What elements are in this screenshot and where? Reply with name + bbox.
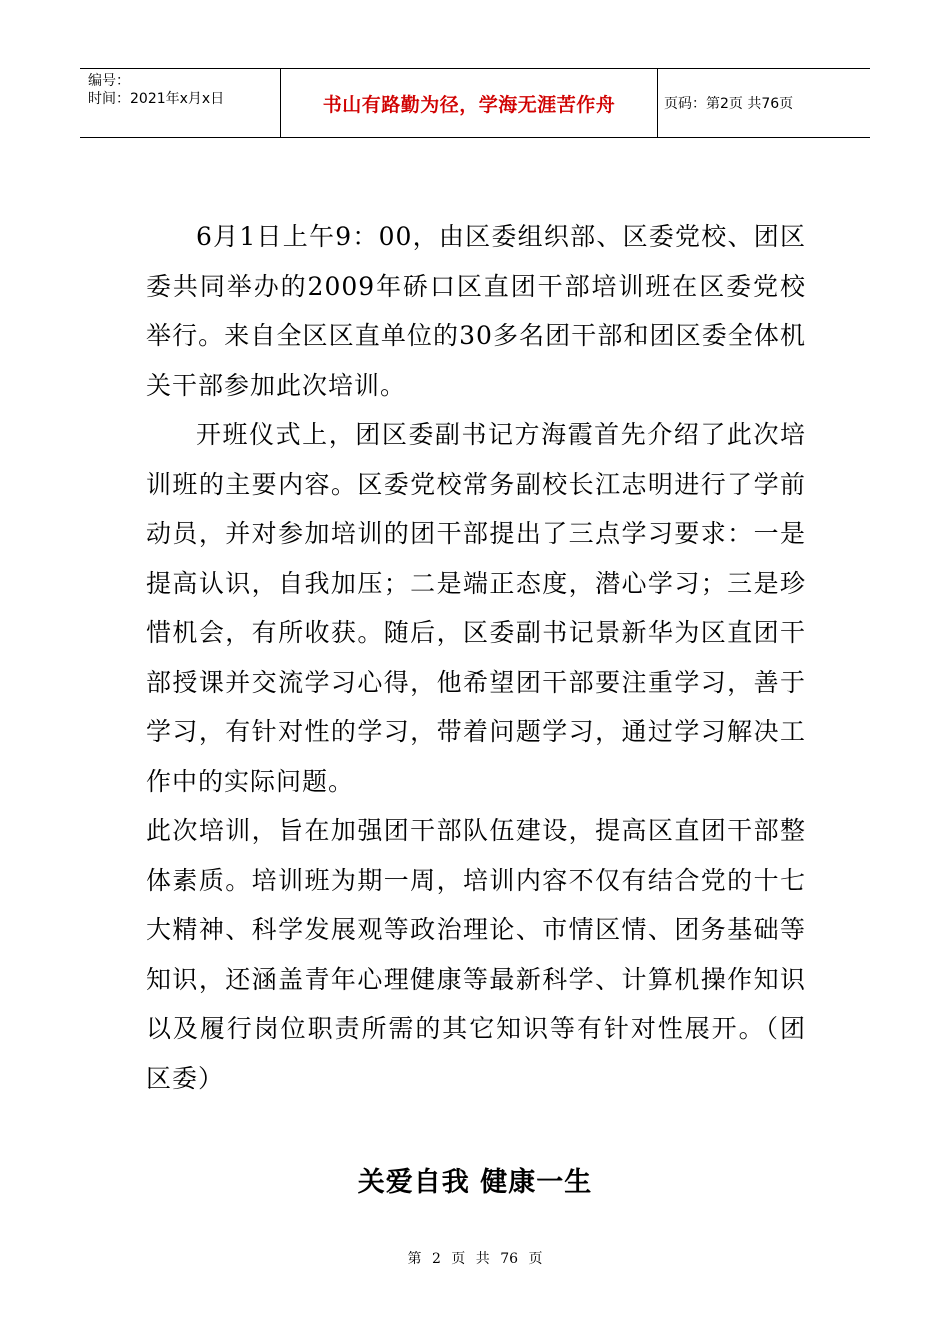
paragraph: 开班仪式上，团区委副书记方海霞首先介绍了此次培训班的主要内容。区委党校常务副校长江志明进行了学前动员，并对参加培训的团干部提出了三点学习要求：一是提高认识，自我加压；二是端正态度，潜心学习；三是珍惜机会，有所收获。随后，区委副书记景新华为区直团干部授课并交流学习心得，他希望团干部要注重学习，善于学习，有针对性的学习，带着问题学习，通过学习解决工作中的实际问题。 (146, 420, 806, 796)
paragraph: 此次培训，旨在加强团干部队伍建设，提高区直团干部整体素质。培训班为期一周，培训内容不仅有结合党的十七大精神、科学发展观等政治理论、市情区情、团务基础等知识，还涵盖青年心理健康等最新科学、计算机操作知识以及履行岗位职责所需的其它知识等有针对性展开。（团区委） (146, 816, 806, 1093)
header-page-number: 页码：第2页 共76页 (664, 96, 794, 112)
paragraph: 6月1日上午9：00，由区委组织部、区委党校、团区委共同举办的2009年硚口区直团干部培训班在区委党校举行。来自全区区直单位的30多名团干部和团区委全体机关干部参加此次培训。 (146, 222, 806, 400)
document-date-label: 时间：2021年x月x日 (88, 91, 225, 107)
page-header (80, 68, 870, 138)
section-title: 关爱自我 健康一生 (357, 1167, 593, 1198)
header-motto: 书山有路勤为径，学海无涯苦作舟 (281, 69, 658, 137)
page-footer: 第 2 页 共 76 页 (407, 1251, 543, 1267)
header-meta-cell (80, 69, 281, 137)
article-body (146, 212, 806, 1103)
document-number-label: 编号： (88, 73, 130, 89)
